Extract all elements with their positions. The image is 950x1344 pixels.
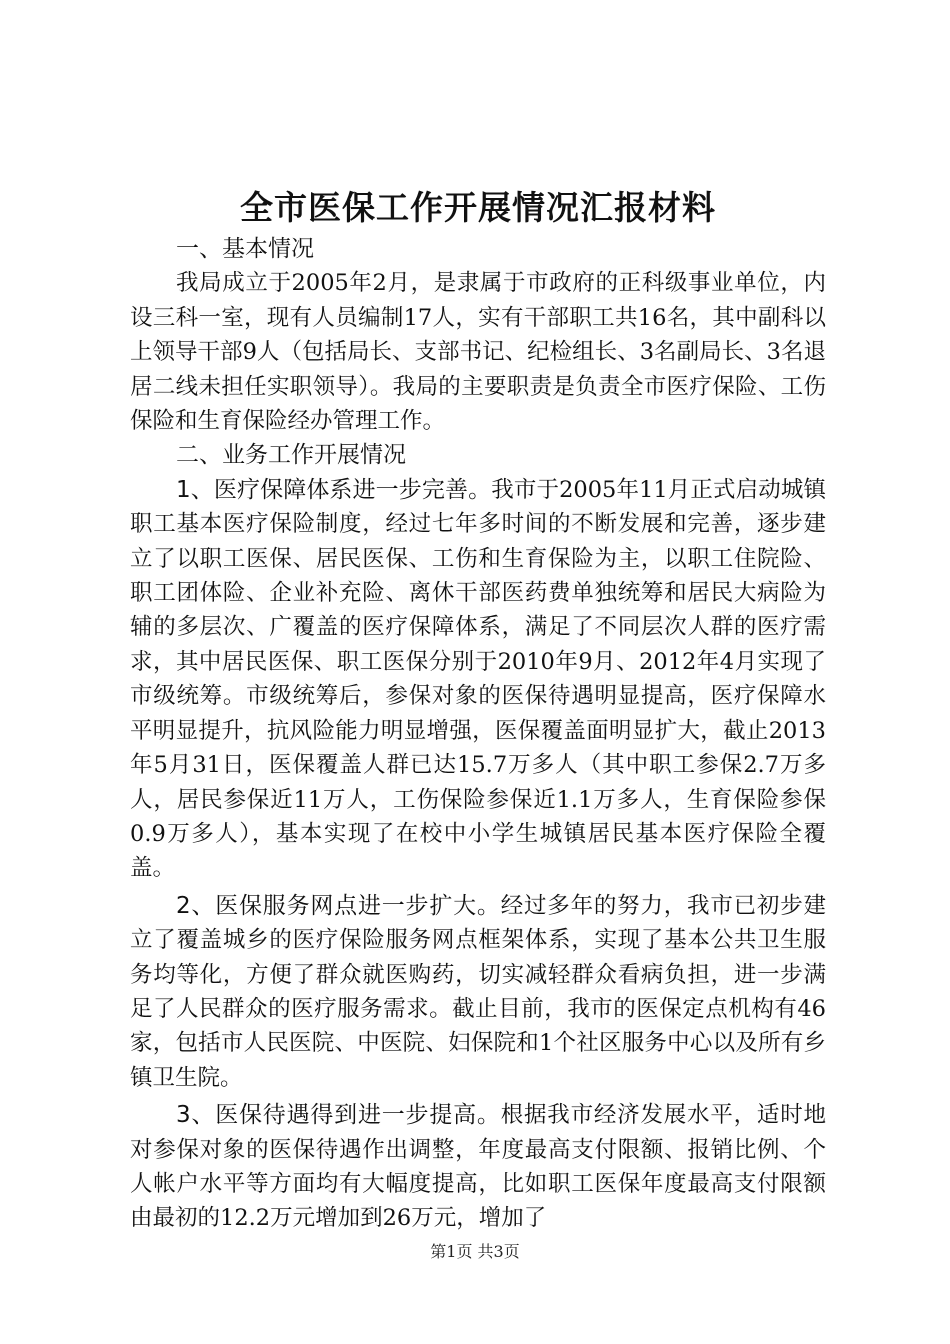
item-lead-1: 1、医疗保障体系进一步完善。 xyxy=(176,476,492,503)
item-lead-3: 3、医保待遇得到进一步提高。 xyxy=(176,1102,501,1129)
section-heading-business-work: 二、业务工作开展情况 xyxy=(176,442,406,469)
section-heading-basic-info: 一、基本情况 xyxy=(176,236,314,262)
item-paragraph-3 xyxy=(130,1098,826,1236)
item-body-1: 我市于2005年11月正式启动城镇职工基本医疗保险制度，经过七年多时间的不断发展和完善，逐步建立了以职工医保、居民医保、工伤和生育保险为主，以职工住院险、职工团体险、企业补充险、离休干部医药费单独统筹和居民大病险为辅的多层次、广覆盖的医疗保障体系，满足了不同层次人群的医疗需求，其中居民医保、职工医保分别于2010年9月、2012年4月实现了市级统筹。市级统筹后，参保对象的医保待遇明显提高，医疗保障水平明显提升，抗风险能力明显增强，医保覆盖面明显扩大，截止2013年5月31日，医保覆盖人群已达15.7万多人（其中职工参保2.7万多人，居民参保近11万人，工伤保险参保近1.1万多人，生育保险参保0.9万多人），基本实现了在校中小学生城镇居民基本医疗保险全覆盖。 xyxy=(130,476,826,882)
section-paragraph-basic-info: 我局成立于2005年2月，是隶属于市政府的正科级事业单位，内设三科一室，现有人员编制17人，实有干部职工共16名，其中副科以上领导干部9人（包括局长、支部书记、纪检组长、3名副局长、3名退居二线未担任实职领导）。我局的主要职责是负责全市医疗保险、工伤保险和生育保险经办管理工作。 xyxy=(130,270,826,435)
document-title: 全市医保工作开展情况汇报材料 xyxy=(240,188,716,227)
item-body-2: 经过多年的努力，我市已初步建立了覆盖城乡的医疗保险服务网点框架体系，实现了基本公共卫生服务均等化，方便了群众就医购药，切实减轻群众看病负担，进一步满足了人民群众的医疗服务需求。截止目前，我市的医保定点机构有46家，包括市人民医院、中医院、妇保院和1个社区服务中心以及所有乡镇卫生院。 xyxy=(130,892,826,1091)
page-number-footer: 第1页 共3页 xyxy=(430,1242,520,1261)
document-body xyxy=(130,186,826,1236)
item-body-3: 根据我市经济发展水平，适时地对参保对象的医保待遇作出调整，年度最高支付限额、报销比例、个人帐户水平等方面均有大幅度提高，比如职工医保年度最高支付限额由最初的12.2万元增加到26万元，增加了 xyxy=(130,1102,826,1232)
item-lead-2: 2、医保服务网点进一步扩大。 xyxy=(176,892,501,919)
item-paragraph-1 xyxy=(130,473,826,886)
item-paragraph-2 xyxy=(130,889,826,1095)
